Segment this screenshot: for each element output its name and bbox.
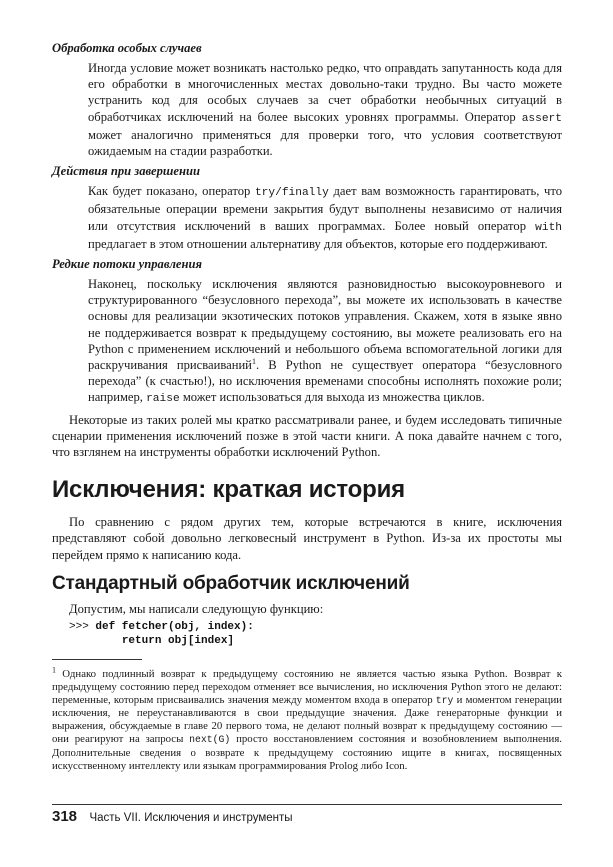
term-special-cases (52, 40, 562, 159)
page-number: 318 (52, 808, 78, 825)
footer-divider (52, 804, 562, 805)
code-indent (69, 635, 122, 647)
term-unusual-control-flows (52, 256, 562, 408)
footnote-divider (52, 659, 142, 660)
footnote-ref: 1 (251, 356, 256, 366)
footnote-marker: 1 (52, 665, 56, 675)
footnote: $^1$ Однако подлинный возврат к предыдущему состоянию не является частью языка Python. Возврат к предыдущему состоянию перед переходом отменяет все вычисления, но исключения Python этого не делают: переменные, которым присваивались значения между моментом входа в оператор try и моментом генерации исключения, не переустанавливаются в свои предыдущие значения. Даже генераторные функции и выражения, обсуждаемые в главе 20 первого тома, не делают полный возврат к предыдущему состоянию — они реагируют на запросы next(G) просто восстановлением состояния и возобновлением выполнения. Дополнительные сведения о возврате к предыдущему состоянию ищите в книгах, посвященных искусственному интеллекту или языкам программирования Prolog либо Icon. (52, 665, 562, 772)
term-title: Редкие потоки управления (52, 257, 202, 272)
code-inline: with (535, 221, 562, 234)
page-body (52, 36, 562, 648)
code-prompt: >>> (69, 621, 96, 634)
code-block (69, 621, 562, 648)
section-heading: Исключения: краткая история (52, 476, 405, 504)
running-title: Часть VII. Исключения и инструменты (89, 812, 293, 824)
code-inline: next(G) (189, 733, 231, 745)
code-inline: assert (521, 112, 562, 125)
term-description: Иногда условие может возникать настолько редко, что оправдать запутанность кода для его обработки в многочисленных местах довольно-таки трудно. Вы часто можете устранить код для особых случаев за счет обработки необычных ситуаций в обработчиках исключений на более высоких уровнях программы. Оператор assert может аналогично применяться для проверки того, что условия соответствуют ожидаемым на стадии разработки. (88, 61, 562, 159)
code-line: def fetcher(obj, index): (95, 621, 254, 634)
term-termination-actions (52, 163, 562, 252)
code-inline: try (435, 694, 454, 706)
code-inline: raise (146, 393, 180, 406)
code-line: return obj[index] (121, 634, 235, 647)
term-description: Наконец, поскольку исключения являются разновидностью высокоуровневого и структурированного “безусловного перехода”, вы можете их использовать в качестве основы для реализации экзотических потоков управления. Скажем, хотя в языке явно не поддерживается возврат к предыдущему состоянию, вы можете реализовать его на Python с применением исключений и небольшого объема вспомогательной логики для раскручивания присваиваний$^1$. В Python не существует оператора “безусловного перехода” (к счастью!), но исключения временами способны исполнять похожие роли; например, raise может использоваться для выхода из множества циклов. (88, 277, 562, 406)
closing-paragraph: Некоторые из таких ролей мы кратко рассматривали ранее, и будем исследовать типичные сценарии применения исключений позже в этой части книги. А пока давайте начнем с того, что взглянем на инструменты обработки исключений Python. (52, 412, 562, 460)
code-inline: try/finally (254, 187, 329, 200)
term-description: Как будет показано, оператор try/finally дает вам возможность гарантировать, что обязательные операции времени закрытия будут выполнены независимо от наличия или отсутствия исключений в ваших программах. Более новый оператор with предлагает в этом отношении альтернативу для объектов, которые его поддерживают. (88, 184, 563, 251)
page-footer (52, 808, 562, 826)
section-intro: По сравнению с рядом других тем, которые встречаются в книге, исключения представляют собой довольно легковесный инструмент в Python. Из-за их простоты мы перейдем прямо к написанию кода. (52, 515, 562, 562)
term-title: Действия при завершении (52, 164, 200, 179)
subsection-intro: Допустим, мы написали следующую функцию: (69, 601, 324, 616)
subsection-heading: Стандартный обработчик исключений (52, 572, 410, 594)
term-title: Обработка особых случаев (52, 41, 202, 55)
